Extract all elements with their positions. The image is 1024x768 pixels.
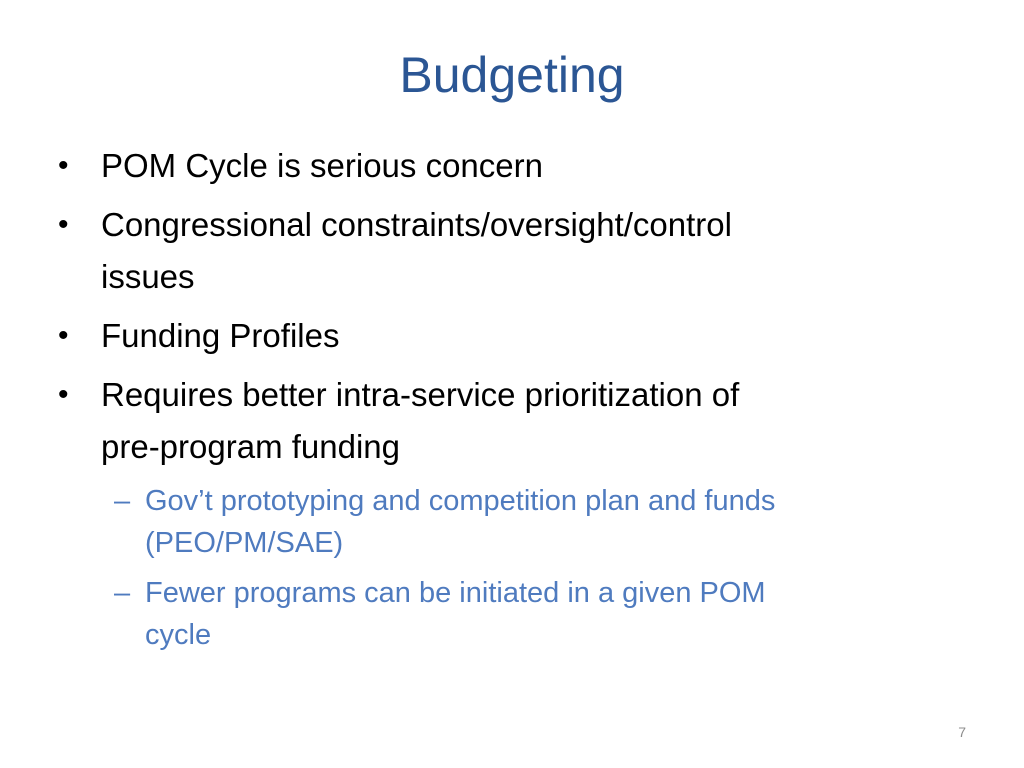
bullet-dot-icon: • bbox=[58, 149, 69, 182]
sub-bullet-item bbox=[56, 572, 976, 656]
bullet-text-continuation: pre-program funding bbox=[101, 428, 400, 465]
bullet-item bbox=[56, 310, 976, 362]
bullet-text: Requires better intra-service prioritization of bbox=[101, 376, 740, 413]
dash-icon: – bbox=[114, 485, 131, 517]
sub-bullet-text-continuation: cycle bbox=[145, 619, 212, 651]
sub-bullet-text-continuation: (PEO/PM/SAE) bbox=[145, 527, 344, 559]
bullet-text: Funding Profiles bbox=[101, 317, 340, 354]
bullet-text: Congressional constraints/oversight/control bbox=[101, 206, 732, 243]
bullet-item bbox=[56, 369, 976, 473]
bullet-text-continuation: issues bbox=[101, 258, 195, 295]
bullet-item bbox=[56, 199, 976, 303]
bullet-dot-icon: • bbox=[58, 319, 69, 352]
bullet-item bbox=[56, 140, 976, 192]
bullet-dot-icon: • bbox=[58, 208, 69, 241]
sub-bullet-text: Gov’t prototyping and competition plan and funds bbox=[145, 485, 776, 517]
slide-title: Budgeting bbox=[399, 47, 625, 103]
bullet-text: POM Cycle is serious concern bbox=[101, 147, 543, 184]
page-number: 7 bbox=[958, 724, 966, 740]
bullet-dot-icon: • bbox=[58, 378, 69, 411]
sub-bullet-item bbox=[56, 480, 976, 564]
bullet-list bbox=[56, 140, 976, 664]
sub-bullet-text: Fewer programs can be initiated in a given POM bbox=[145, 577, 766, 609]
dash-icon: – bbox=[114, 577, 131, 609]
